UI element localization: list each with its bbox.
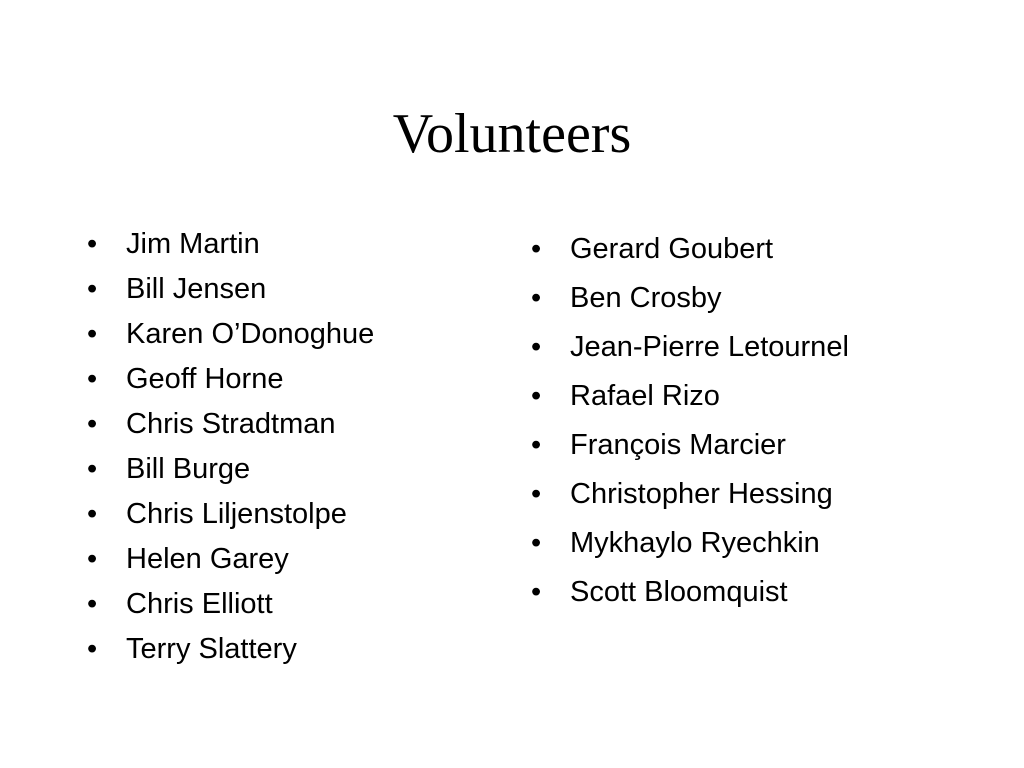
list-item: • Jean-Pierre Letournel bbox=[531, 328, 849, 377]
list-item: • Scott Bloomquist bbox=[531, 573, 849, 622]
list-item: • Ben Crosby bbox=[531, 279, 849, 328]
volunteer-list-left bbox=[87, 226, 374, 676]
list-item: • Jim Martin bbox=[87, 226, 374, 271]
list-item: • Helen Garey bbox=[87, 541, 374, 586]
list-item: • Rafael Rizo bbox=[531, 377, 849, 426]
slide-title: Volunteers bbox=[392, 103, 632, 165]
list-item: • Chris Elliott bbox=[87, 586, 374, 631]
list-item: • Mykhaylo Ryechkin bbox=[531, 524, 849, 573]
list-item: • Terry Slattery bbox=[87, 631, 374, 676]
list-item: • Chris Stradtman bbox=[87, 406, 374, 451]
volunteer-list-right bbox=[531, 230, 849, 622]
list-item: • Christopher Hessing bbox=[531, 475, 849, 524]
list-item: • François Marcier bbox=[531, 426, 849, 475]
list-item: • Karen O’Donoghue bbox=[87, 316, 374, 361]
list-item: • Bill Burge bbox=[87, 451, 374, 496]
list-item: • Chris Liljenstolpe bbox=[87, 496, 374, 541]
list-item: • Bill Jensen bbox=[87, 271, 374, 316]
list-item: • Gerard Goubert bbox=[531, 230, 849, 279]
list-item: • Geoff Horne bbox=[87, 361, 374, 406]
